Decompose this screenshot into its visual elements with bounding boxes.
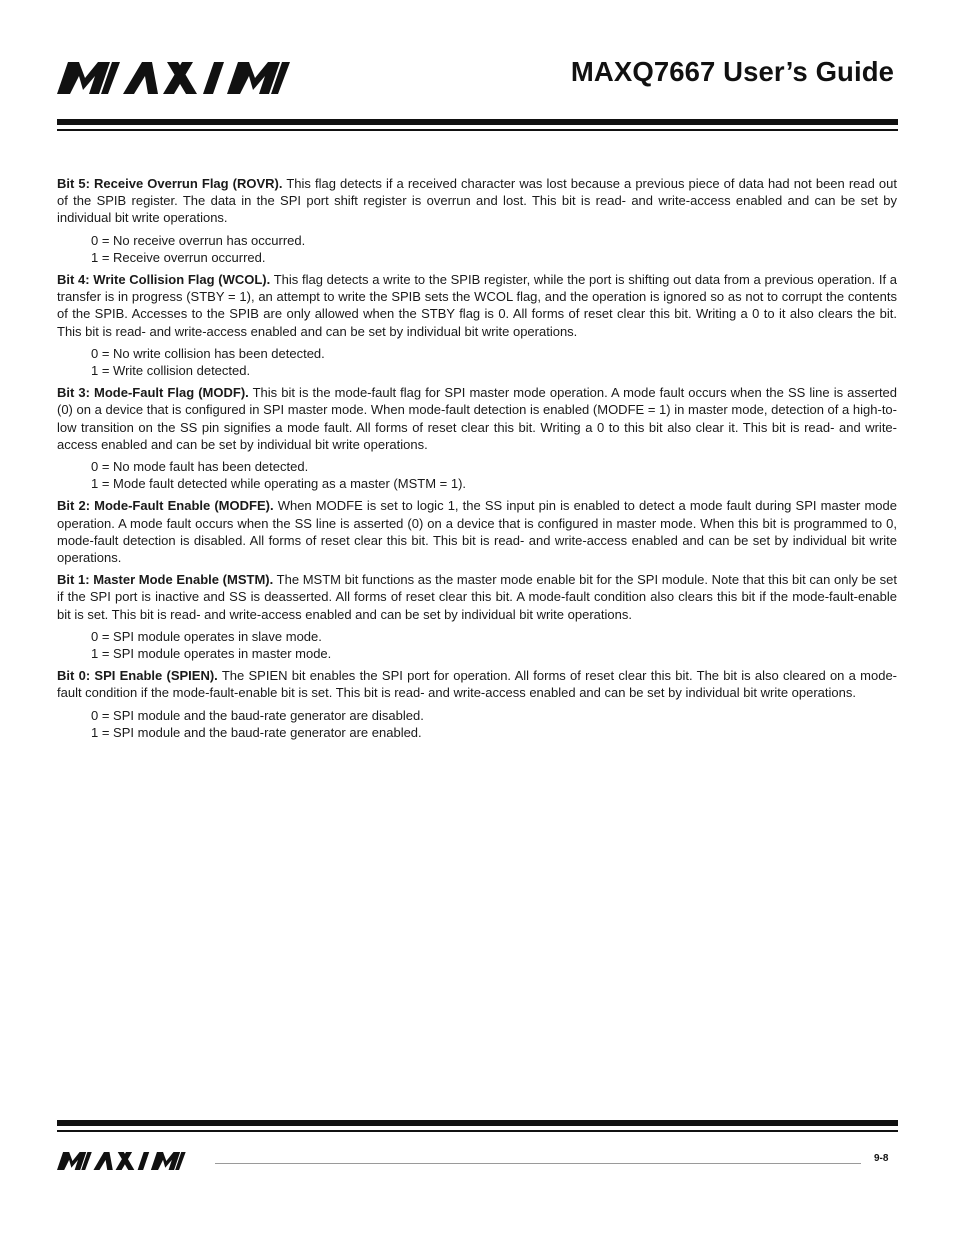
option-item: 0 = SPI module operates in slave mode. [91,628,322,644]
section-text: The MSTM bit functions as the master mode enable bit for the SPI module. Note that this bit can only be set if the SPI port is inactive and SS is deasserted. All forms of reset clear this bit. A mode-fault condition also clears this bit if the mode-fault-enable bit is set. This bit is read- and write-access enabled and can be set by individual bit write operations. [57,572,897,622]
section-bit1 [57,571,897,623]
option-list [91,232,897,266]
option-list [91,628,897,662]
page-number: 9-8 [874,1153,889,1164]
footer-rule-thick [57,1120,898,1126]
option-item: 0 = SPI module and the baud-rate generator are disabled. [91,707,424,723]
section-heading: Bit 2: Mode-Fault Enable (MODFE). [57,498,274,514]
section-heading: Bit 5: Receive Overrun Flag (ROVR). [57,176,283,191]
section-text: This flag detects a write to the SPIB register, while the port is shifting out data from a previous operation. If a transfer is in progress (STBY = 1), an attempt to write the SPIB sets the WCOL flag, and the operation is ignored so as not to corrupt the contents of the SPIB. Accesses to the SPIB are only allowed when the STBY flag is 0. All forms of reset clear this bit. Writing a 0 to it also clears the bit. This bit is read- and write-access enabled and can be set by individual bit write operations. [57,272,897,339]
section-heading: Bit 1: Master Mode Enable (MSTM). [57,572,274,588]
option-item: 1 = Write collision detected. [91,363,251,379]
section-text: The SPIEN bit enables the SPI port for operation. All forms of reset clear this bit. The bit is also cleared on a mode-fault condition if the mode-fault-enable bit is set. This bit is read- and write-access enabled and can be set by individual bit write operations. [57,668,898,701]
maxim-logo-footer [57,1152,205,1170]
section-heading: Bit 0: SPI Enable (SPIEN). [57,668,218,684]
section-bit5 [57,175,897,227]
option-item: 1 = SPI module and the baud-rate generator are enabled. [91,724,422,740]
maxim-logo [57,62,325,94]
section-bit4 [57,271,897,340]
section-bit3 [57,384,897,453]
header-rule-thin [57,129,898,131]
main-content [57,175,897,746]
section-heading: Bit 3: Mode-Fault Flag (MODF). [57,385,249,401]
header-rule-thick [57,119,898,125]
section-text: When MODFE is set to logic 1, the SS input pin is enabled to detect a mode fault during SPI master mode operation. A mode fault occurs when the SS line is asserted (0) on a device that is configured in master mode. When this bit is programmed to 0, mode-fault detection is disabled. All forms of reset clear this bit. This bit is read- and write-access enabled and can be set by individual bit write operations. [57,498,897,566]
option-item: 0 = No receive overrun has occurred. [91,232,306,248]
section-text: This bit is the mode-fault flag for SPI master mode operation. A mode fault occurs when the SS line is asserted (0) on a device that is configured in SPI master mode. When mode-fault detection is enabled (MODFE = 1) in master mode, detection of a high-to-low transition on the SS pin signifies a mode fault. All forms of reset clear this bit. Writing a 0 to this bit also clear it. This bit is read- and write-access enabled and can be set by individual bit write operations. [57,385,898,452]
section-text: This flag detects if a received character was lost because a previous piece of data had not been read out of the SPIB register. The data in the SPI port shift register is overrun and lost. This bit is read- and write-access enabled and can be set by individual bit write operations. [57,176,897,226]
option-item: 0 = No mode fault has been detected. [91,459,309,475]
option-list [91,707,897,741]
option-item: 1 = SPI module operates in master mode. [91,646,332,662]
section-heading: Bit 4: Write Collision Flag (WCOL). [57,272,271,288]
section-bit2 [57,497,897,566]
option-item: 0 = No write collision has been detected. [91,345,325,361]
option-item: 1 = Mode fault detected while operating as a master (MSTM = 1). [91,476,467,492]
option-item: 1 = Receive overrun occurred. [91,249,266,265]
section-bit0 [57,667,897,701]
footer-rule-thin [57,1130,898,1132]
footer-divider [215,1163,861,1164]
option-list [91,345,897,379]
option-list [91,458,897,492]
document-title: MAXQ7667 User’s Guide [570,56,894,87]
